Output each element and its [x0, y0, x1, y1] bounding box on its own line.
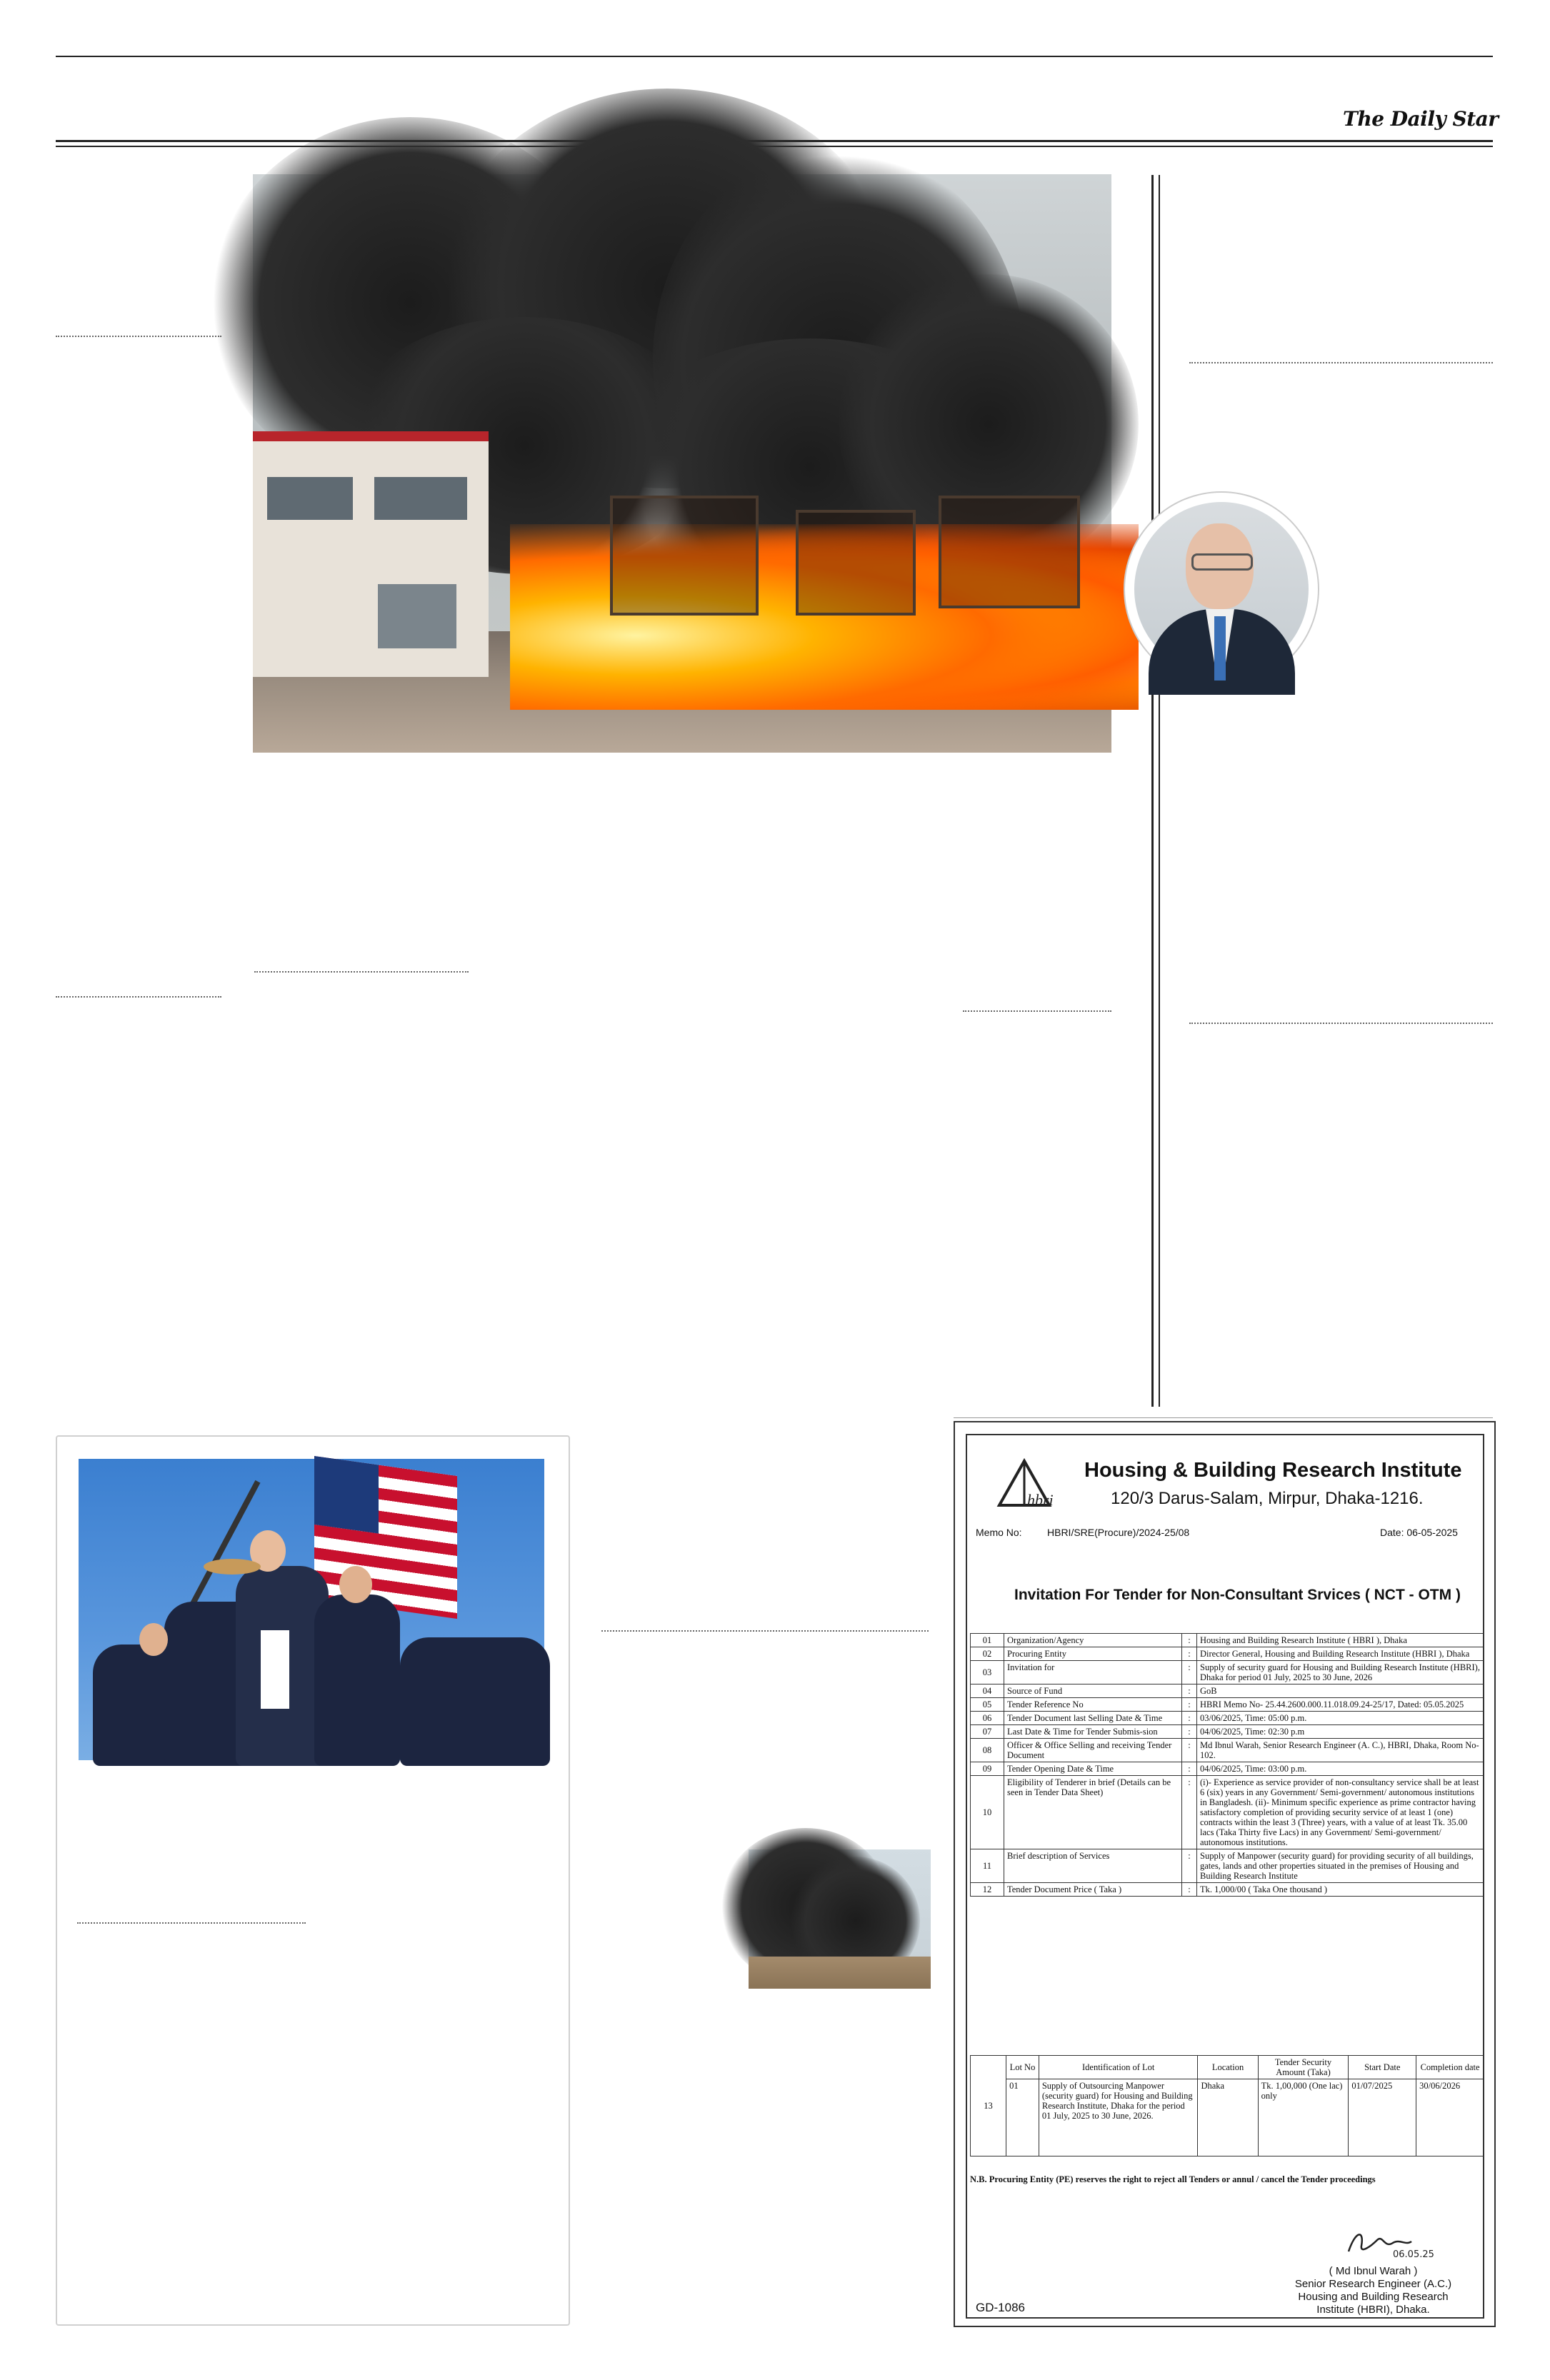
row-value: Supply of security guard for Housing and Building Research Institute (HBRI), Dhaka for period 01 July, 2025 to 30 June, 2026: [1197, 1661, 1484, 1684]
lot-header: Location: [1198, 2056, 1258, 2079]
row-number: 11: [971, 1849, 1004, 1883]
row-colon: :: [1182, 1712, 1197, 1725]
signatory-name: ( Md Ibnul Warah ): [1329, 2265, 1418, 2277]
signatory-org-line2: Institute (HBRI), Dhaka.: [1316, 2304, 1430, 2316]
separator-left-2: [56, 996, 221, 998]
row-label: Tender Document last Selling Date & Time: [1004, 1712, 1182, 1725]
row-number: 12: [971, 1883, 1004, 1897]
lots-header-row: [971, 2056, 1484, 2079]
tender-row: [971, 1739, 1484, 1762]
row-value: 04/06/2025, Time: 03:00 p.m.: [1197, 1762, 1484, 1776]
tender-org-name: Housing & Building Research Institute: [1084, 1459, 1462, 1482]
row-label: Source of Fund: [1004, 1684, 1182, 1698]
tender-row: [971, 1776, 1484, 1849]
lot-number: 01: [1006, 2079, 1039, 2156]
top-rule: [56, 56, 1493, 57]
lot-row-number: 13: [971, 2056, 1006, 2156]
lot-location: Dhaka: [1198, 2079, 1258, 2156]
row-label: Eligibility of Tenderer in brief (Details can be seen in Tender Data Sheet): [1004, 1776, 1182, 1849]
lot-header: Identification of Lot: [1039, 2056, 1198, 2079]
lot-identification: Supply of Outsourcing Manpower (security guard) for Housing and Building Research Institute, Dhaka for the period 01 July, 2025 to 30 June, 2026.: [1039, 2079, 1198, 2156]
row-number: 08: [971, 1739, 1004, 1762]
row-label: Tender Document Price ( Taka ): [1004, 1883, 1182, 1897]
row-label: Tender Reference No: [1004, 1698, 1182, 1712]
tender-row: [971, 1647, 1484, 1661]
row-colon: :: [1182, 1698, 1197, 1712]
tender-details-table: [970, 1633, 1484, 1897]
row-value: 03/06/2025, Time: 05:00 p.m.: [1197, 1712, 1484, 1725]
tender-lots-table: [970, 2055, 1484, 2156]
row-number: 09: [971, 1762, 1004, 1776]
separator-center-2: [963, 1010, 1111, 1012]
row-number: 03: [971, 1661, 1004, 1684]
column-divider-2: [1159, 175, 1160, 1407]
section-rule: [954, 1417, 1493, 1418]
row-value: Tk. 1,000/00 ( Taka One thousand ): [1197, 1883, 1484, 1897]
lot-header: Tender Security Amount (Taka): [1258, 2056, 1349, 2079]
memo-date: Date: 06-05-2025: [1380, 1527, 1458, 1538]
column-divider: [1151, 175, 1154, 1407]
gd-number: GD-1086: [976, 2301, 1025, 2314]
tender-heading: Invitation For Tender for Non-Consultant Srvices ( NCT - OTM ): [1014, 1587, 1461, 1603]
svg-text:06.05.25: 06.05.25: [1393, 2249, 1434, 2260]
masthead-logo: The Daily Star: [1343, 107, 1499, 131]
row-value: (i)- Experience as service provider of non-consultancy service shall be at least 6 (six) years in any Government/ Semi-government/ autonomous institutions in Bangladesh. (ii)- Minimum specific experience as prime contractor having satisfactory completion of providing security service of at least 1 (one) contracts within the least 3 (Three) years, with a value of at least Tk. 35.00 lacs (Taka Thirty five Lacs) in any Government/ Semi-government/ autonomous institutions.: [1197, 1776, 1484, 1849]
row-number: 05: [971, 1698, 1004, 1712]
tender-row: [971, 1634, 1484, 1647]
lot-header: Completion date: [1416, 2056, 1484, 2079]
row-colon: :: [1182, 1739, 1197, 1762]
row-colon: :: [1182, 1684, 1197, 1698]
row-value: Md Ibnul Warah, Senior Research Engineer (A. C.), HBRI, Dhaka, Room No- 102.: [1197, 1739, 1484, 1762]
row-number: 04: [971, 1684, 1004, 1698]
row-colon: :: [1182, 1661, 1197, 1684]
hbri-logo-icon: [996, 1455, 1074, 1510]
memo-label: Memo No:: [976, 1527, 1022, 1538]
row-number: 10: [971, 1776, 1004, 1849]
row-number: 06: [971, 1712, 1004, 1725]
row-value: Supply of Manpower (security guard) for providing security of all buildings, gates, lands and other properties situated in the premises of Housing and Building Research Institute: [1197, 1849, 1484, 1883]
lot-completion-date: 30/06/2026: [1416, 2079, 1484, 2156]
tender-org-address: 120/3 Darus-Salam, Mirpur, Dhaka-1216.: [1111, 1489, 1424, 1508]
row-value: GoB: [1197, 1684, 1484, 1698]
row-colon: :: [1182, 1634, 1197, 1647]
tender-row: [971, 1698, 1484, 1712]
row-colon: :: [1182, 1776, 1197, 1849]
row-number: 02: [971, 1647, 1004, 1661]
separator-left-1: [56, 336, 221, 337]
row-value: HBRI Memo No- 25.44.2600.000.11.018.09.24-25/17, Dated: 05.05.2025: [1197, 1698, 1484, 1712]
tender-row: [971, 1725, 1484, 1739]
memo-number: HBRI/SRE(Procure)/2024-25/08: [1047, 1527, 1190, 1538]
profile-photo: [1134, 502, 1309, 676]
row-label: Procuring Entity: [1004, 1647, 1182, 1661]
lot-row: [971, 2079, 1484, 2156]
tender-row: [971, 1684, 1484, 1698]
row-label: Brief description of Services: [1004, 1849, 1182, 1883]
lot-start-date: 01/07/2025: [1349, 2079, 1416, 2156]
main-fire-photo: [253, 174, 1111, 750]
lot-header: Lot No: [1006, 2056, 1039, 2079]
signature-icon: [1343, 2224, 1434, 2260]
signatory-block: [1286, 2265, 1461, 2316]
tender-note: N.B. Procuring Entity (PE) reserves the right to reject all Tenders or annul / cancel the Tender proceedings: [970, 2174, 1376, 2184]
row-colon: :: [1182, 1849, 1197, 1883]
lot-security: Tk. 1,00,000 (One lac) only: [1258, 2079, 1349, 2156]
row-label: Officer & Office Selling and receiving Tender Document: [1004, 1739, 1182, 1762]
row-label: Organization/Agency: [1004, 1634, 1182, 1647]
row-value: Director General, Housing and Building Research Institute (HBRI ), Dhaka: [1197, 1647, 1484, 1661]
tender-row: [971, 1661, 1484, 1684]
row-label: Last Date & Time for Tender Submis-sion: [1004, 1725, 1182, 1739]
tender-row: [971, 1712, 1484, 1725]
small-smoke-photo: [749, 1849, 931, 1989]
tender-row: [971, 1883, 1484, 1897]
row-label: Invitation for: [1004, 1661, 1182, 1684]
separator-mid-1: [601, 1630, 929, 1632]
row-label: Tender Opening Date & Time: [1004, 1762, 1182, 1776]
rally-photo: [79, 1459, 544, 1760]
separator-right-1: [1189, 362, 1493, 363]
row-colon: :: [1182, 1883, 1197, 1897]
tender-row: [971, 1762, 1484, 1776]
row-number: 07: [971, 1725, 1004, 1739]
svg-text:hbri: hbri: [1027, 1491, 1054, 1509]
tender-row: [971, 1849, 1484, 1883]
row-colon: :: [1182, 1725, 1197, 1739]
row-colon: :: [1182, 1762, 1197, 1776]
separator-center-1: [254, 971, 469, 973]
row-colon: :: [1182, 1647, 1197, 1661]
signatory-org: Housing and Building Research: [1298, 2291, 1449, 2303]
separator-right-2: [1189, 1023, 1493, 1024]
lot-header: Start Date: [1349, 2056, 1416, 2079]
signatory-title: Senior Research Engineer (A.C.): [1294, 2278, 1452, 2290]
row-value: 04/06/2025, Time: 02:30 p.m: [1197, 1725, 1484, 1739]
row-value: Housing and Building Research Institute ( HBRI ), Dhaka: [1197, 1634, 1484, 1647]
row-number: 01: [971, 1634, 1004, 1647]
